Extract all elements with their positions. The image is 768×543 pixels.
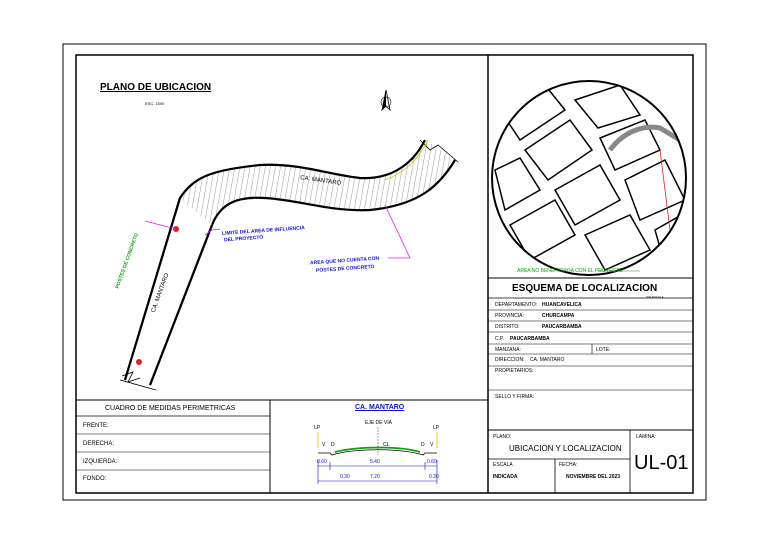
posts-note-line1: AREA QUE NO CUENTA CON (309, 255, 380, 267)
section-cl: CL (383, 442, 390, 448)
green-posts-note: POSTES DE CONCRETO (114, 232, 141, 290)
influence-note-line1: LIMITE DEL AREA DE INFLUENCIA (221, 225, 305, 237)
escala-label: ESCALA (493, 462, 513, 468)
perimetral-row-izquierda: IZQUIERDA: (83, 459, 118, 465)
influence-note-line2: DEL PROYECTO (223, 234, 264, 244)
plano-value: UBICACION Y LOCALIZACION (509, 444, 622, 453)
field-label-manzana: MANZANA: (495, 347, 521, 353)
plan-scale: ESC. 1500 (145, 101, 165, 106)
lamina-value: UL-01 (634, 452, 689, 474)
field-value-cp: PAUCARBAMBA (510, 336, 550, 342)
section-title: CA. MANTARO (355, 404, 405, 411)
plano-label: PLANO: (493, 434, 512, 440)
field-value-distrito: PAUCARBAMBA (542, 324, 582, 330)
section-dim-left: 0.60 (317, 459, 327, 465)
field-label-provincia: PROVINCIA: (495, 313, 524, 319)
street-label-top: CA. MANTARO (299, 175, 342, 187)
section-lp-right: LP (433, 425, 440, 431)
escala-value: INDICADA (493, 474, 518, 480)
field-label-lote: LOTE: (596, 347, 611, 353)
section-dim-center: 5.40 (370, 459, 380, 465)
field-label-direccion: DIRECCION: (495, 357, 525, 363)
section-d-right: D (421, 442, 425, 448)
perimetral-row-derecha: DERECHA: (83, 441, 115, 447)
field-label-sello: SELLO Y FIRMA: (495, 394, 534, 400)
field-value-provincia: CHURCAMPA (542, 313, 575, 319)
section-v-right: V (430, 442, 434, 448)
perimetral-title: CUADRO DE MEDIDAS PERIMETRICAS (105, 405, 236, 412)
section-dim-right: 0.60 (427, 459, 437, 465)
section-axis-label: EJE DE VIA (365, 420, 392, 426)
street-label-left: CA. MANTARO (150, 272, 171, 314)
section-dim-a: 0.30 (340, 474, 350, 480)
fecha-value: NOVIEMBRE DEL 2023 (566, 474, 621, 480)
section-dim-total: 7.20 (370, 474, 380, 480)
plan-title: PLANO DE UBICACION (100, 82, 212, 93)
section-v-left: V (322, 442, 326, 448)
location-title: ESQUEMA DE LOCALIZACION (512, 283, 658, 294)
fecha-label: FECHA: (559, 462, 578, 468)
location-map (490, 80, 700, 280)
field-label-departamento: DEPARTAMENTO: (495, 302, 538, 308)
perimetral-row-frente: FRENTE: (83, 423, 109, 429)
field-label-distrito: DISTRITO: (495, 324, 520, 330)
perimetral-row-fondo: FONDO: (83, 476, 107, 482)
section-d-left: D (331, 442, 335, 448)
not-benefited-note: AREA NO BENEFICIADA CON EL PROYECTO (517, 268, 623, 274)
field-value-direccion: CA. MANTARO (530, 357, 565, 363)
field-label-cp: C.P. (495, 336, 505, 342)
field-label-propietarios: PROPIETARIOS: (495, 368, 534, 374)
road-plan (120, 140, 458, 390)
lamina-label: LAMINA: (636, 434, 657, 440)
location-subtitle: SIN ESCALA (646, 295, 664, 299)
posts-note-line2: POSTES DE CONCRETO (315, 263, 375, 275)
section-dim-b: 0.30 (429, 474, 439, 480)
north-arrow-icon (381, 90, 391, 110)
section-lp-left: LP (314, 425, 321, 431)
field-value-departamento: HUANCAVELICA (542, 302, 582, 308)
